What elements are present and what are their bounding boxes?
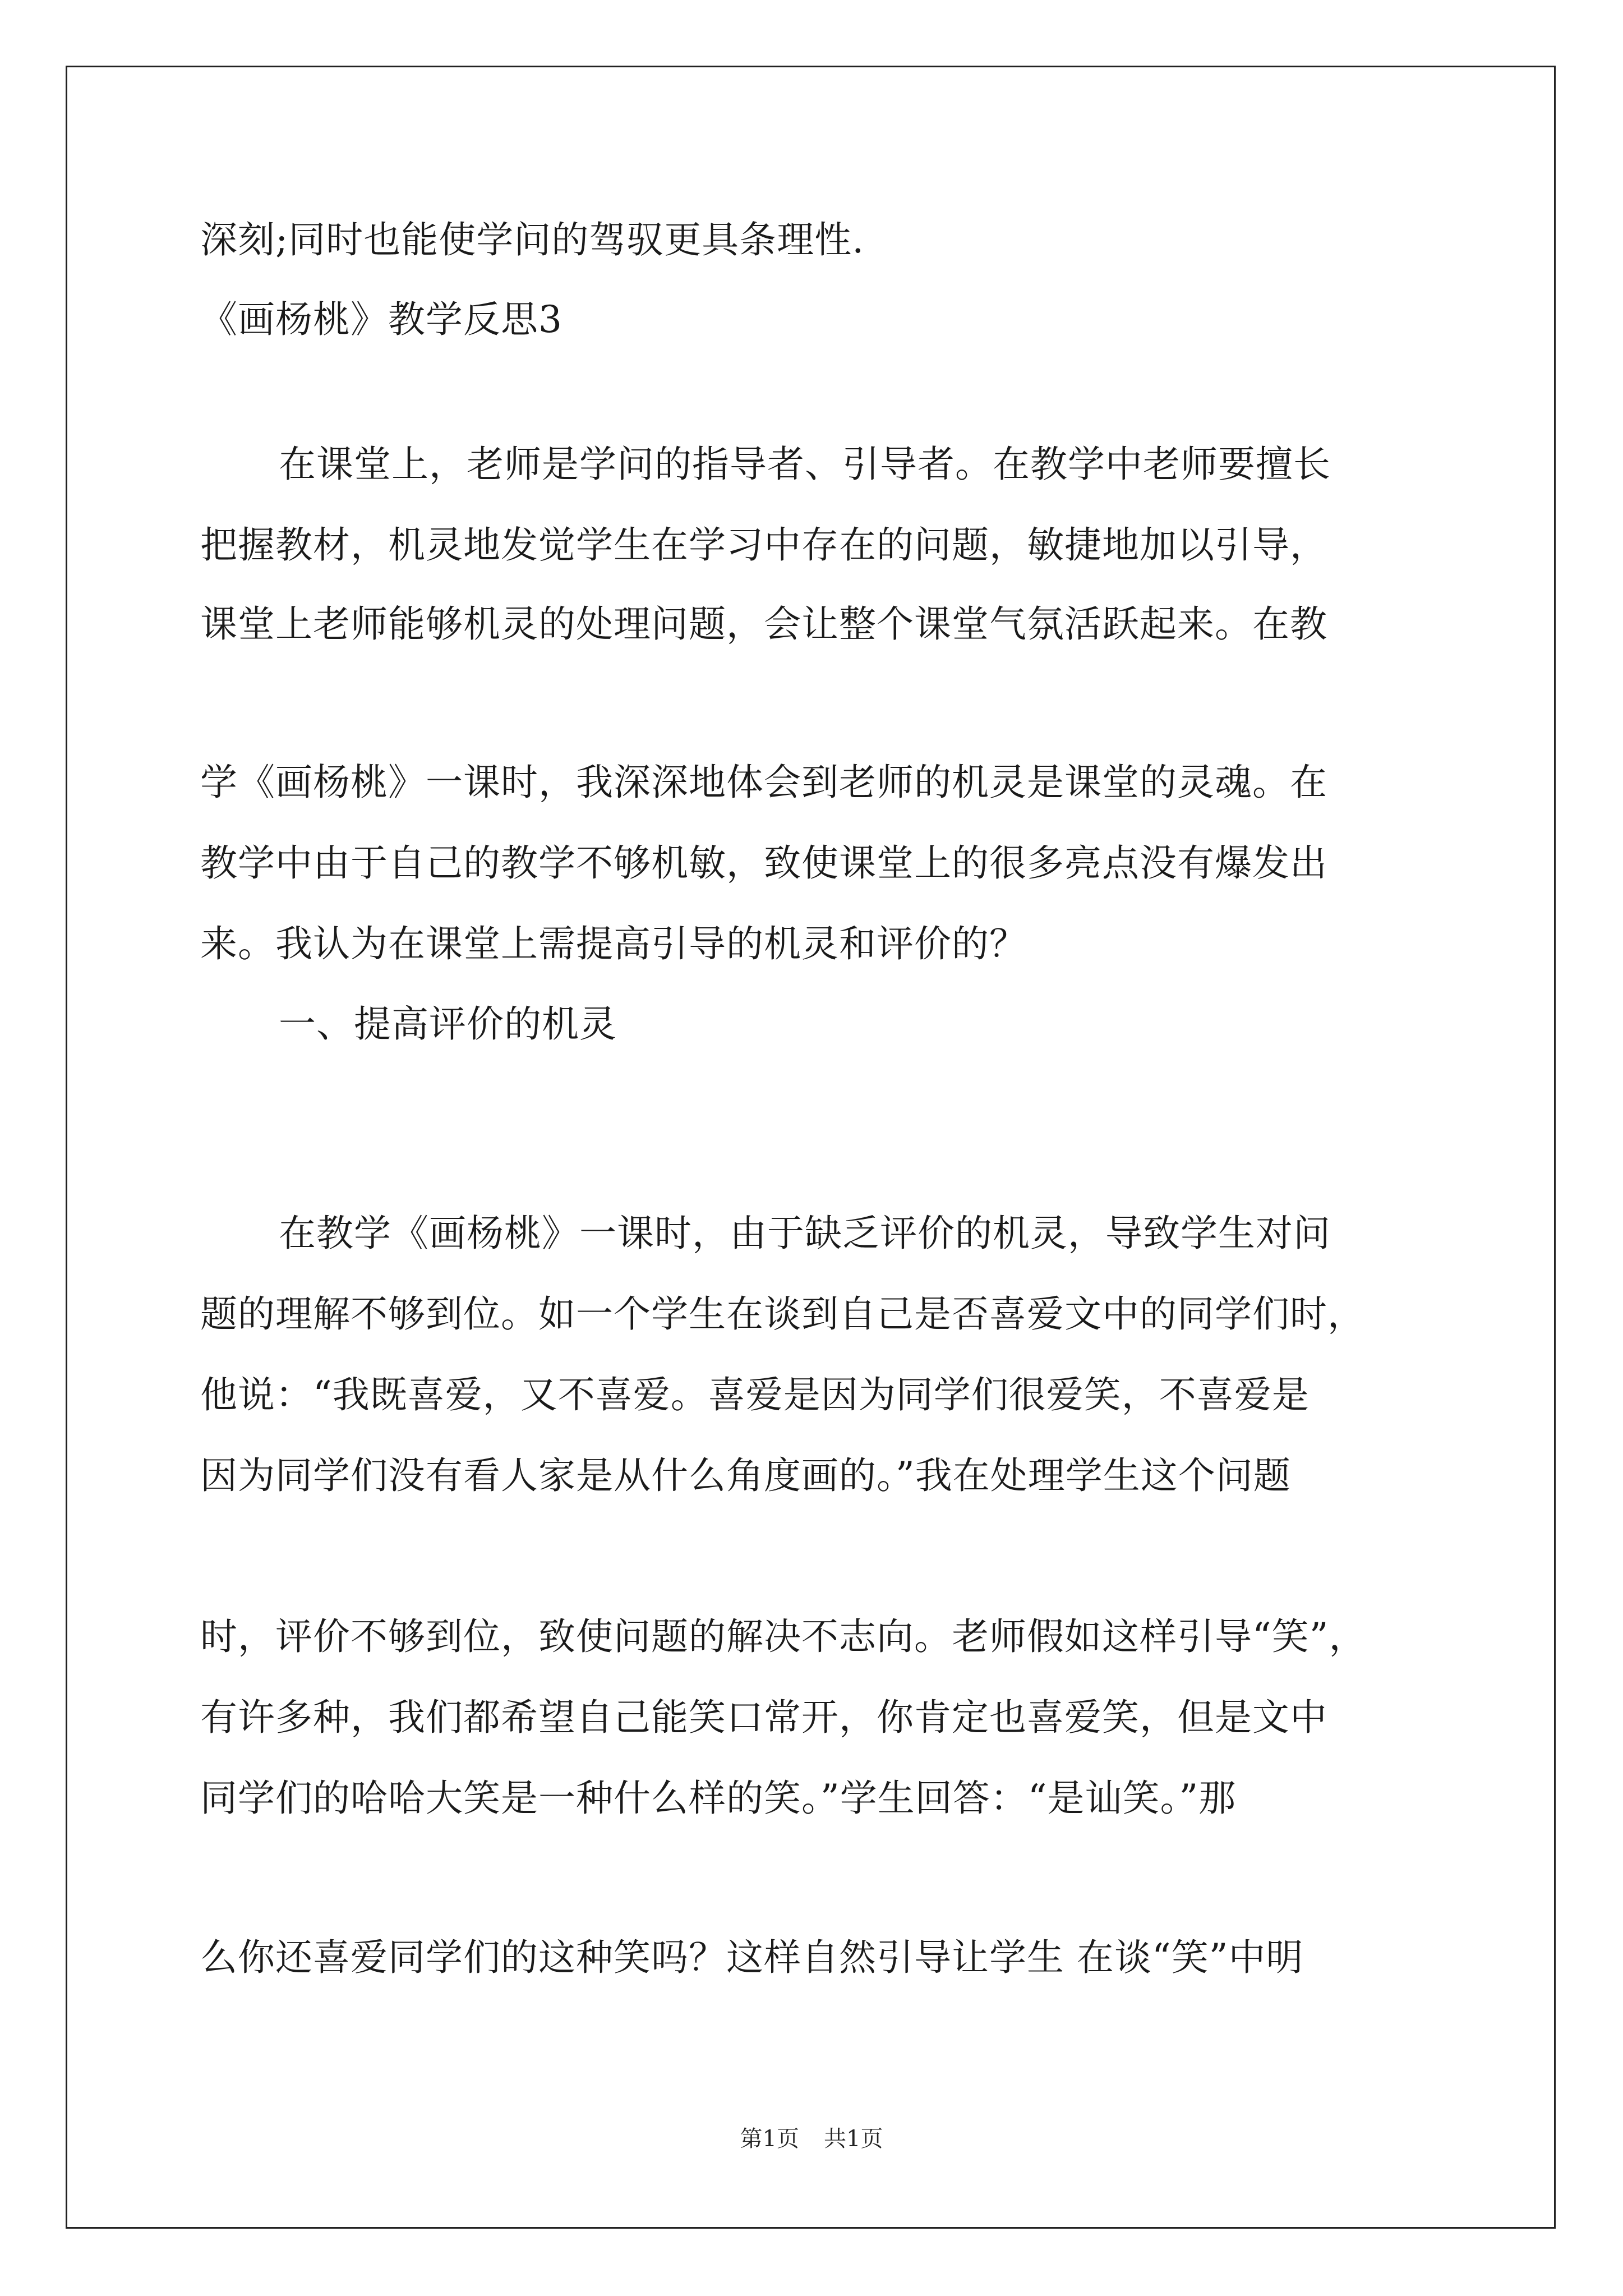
paragraph-start: 在课堂上，老师是学问的指导者、引导者。在教学中老师要擅长: [279, 443, 1331, 486]
page-number: 第1页: [740, 2126, 799, 2152]
text-line-12: 他说：“我既喜爱，又不喜爱。喜爱是因为同学们很爱笑，不喜爱是: [200, 1373, 1310, 1416]
text-line-6: 学《画杨桃》一课时，我深深地体会到老师的机灵是课堂的灵魂。在: [200, 761, 1327, 804]
page-total: 共1页: [824, 2126, 883, 2152]
text-line-4: 把握教材，机灵地发觉学生在学习中存在的问题，敏捷地加以引导，: [200, 523, 1327, 567]
page-footer: [0, 2125, 1623, 2153]
text-line-13: 因为同学们没有看人家是从什么角度画的。”我在处理学生这个问题: [200, 1454, 1291, 1497]
text-line-17: 么你还喜爱同学们的这种笑吗？这样自然引导让学生 在谈“笑”中明: [200, 1936, 1304, 1979]
text-line-14: 时，评价不够到位，致使问题的解决不志向。老师假如这样引导“笑”，: [200, 1615, 1367, 1658]
text-line-7: 教学中由于自己的教学不够机敏，致使课堂上的很多亮点没有爆发出: [200, 841, 1327, 885]
text-line-5: 课堂上老师能够机灵的处理问题，会让整个课堂气氛活跃起来。在教: [200, 602, 1327, 646]
subheading: 一、提高评价的机灵: [279, 1002, 617, 1046]
page-border: [66, 66, 1556, 2229]
text-line-16: 同学们的哈哈大笑是一种什么样的笑。”学生回答：“是讪笑。”那: [200, 1777, 1237, 1820]
text-line-8: 来。我认为在课堂上需提高引导的机灵和评价的？: [200, 922, 1027, 965]
section-heading: 《画杨桃》教学反思3: [200, 298, 562, 341]
text-line-15: 有许多种，我们都希望自己能笑口常开，你肯定也喜爱笑，但是文中: [200, 1696, 1327, 1739]
text-line-11: 题的理解不够到位。如一个学生在谈到自己是否喜爱文中的同学们时，: [200, 1292, 1365, 1336]
paragraph-start: 在教学《画杨桃》一课时，由于缺乏评价的机灵，导致学生对问: [279, 1212, 1331, 1255]
text-line-1: 深刻;同时也能使学问的驾驭更具条理性.: [200, 218, 865, 261]
